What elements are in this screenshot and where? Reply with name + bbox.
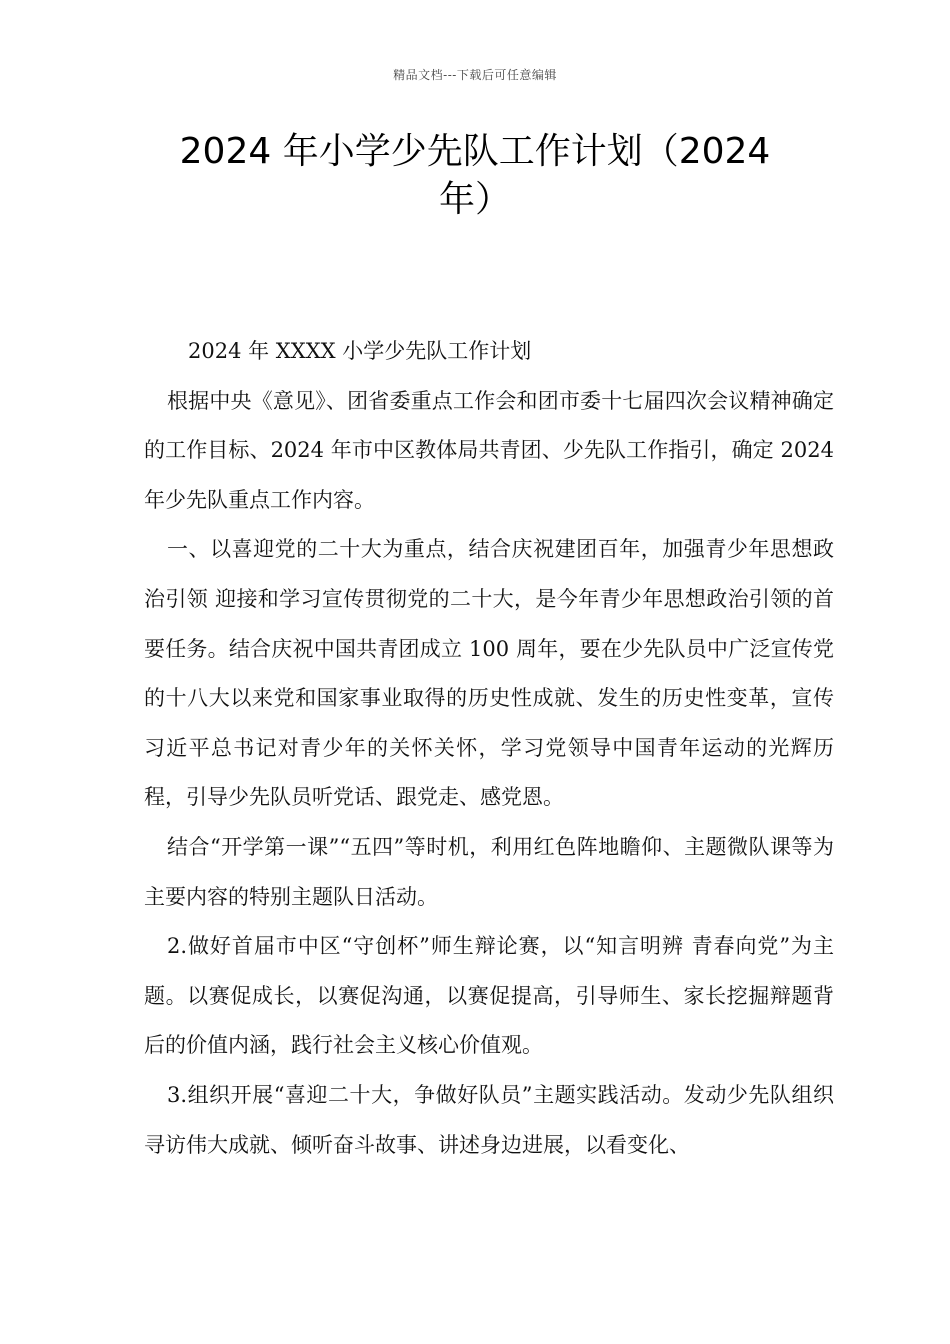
paragraph-item-3: 3.组织开展“喜迎二十大，争做好队员”主题实践活动。发动少先队组织寻访伟大成就、倾听奋斗故事、讲述身边进展，以看变化、 bbox=[144, 1082, 834, 1157]
paragraph-item-1: 结合“开学第一课”“五四”等时机，利用红色阵地瞻仰、主题微队课等为主要内容的特别主题队日活动。 bbox=[144, 834, 834, 909]
paragraph-intro: 根据中央《意见》、团省委重点工作会和团市委十七届四次会议精神确定的工作目标、2024 年市中区教体局共青团、少先队工作指引，确定 2024 年少先队重点工作内容。 bbox=[144, 388, 834, 512]
paragraph-section-one: 一、以喜迎党的二十大为重点，结合庆祝建团百年，加强青少年思想政治引领 迎接和学习宣传贯彻党的二十大，是今年青少年思想政治引领的首要任务。结合庆祝中国共青团成立 100 周年，要在少先队员中广泛宣传党的十八大以来党和国家事业取得的历史性成就、发生的历史性变革，宣传习近平总书记对青少年的关怀关怀，学习党领导中国青年运动的光辉历程，引导少先队员听党话、跟党走、感党恩。 bbox=[144, 537, 834, 810]
document-title: 2024 年小学少先队工作计划（2024 年） bbox=[179, 131, 771, 220]
document-body bbox=[144, 327, 834, 1170]
document-subtitle: 2024 年 XXXX 小学少先队工作计划 bbox=[188, 339, 532, 363]
paragraph-item-2: 2.做好首届市中区“守创杯”师生辩论赛，以“知言明辨 青春向党”为主题。以赛促成长，以赛促沟通，以赛促提高，引导师生、家长挖掘辩题背后的价值内涵，践行社会主义核心价值观。 bbox=[144, 934, 834, 1058]
header-note: 精品文档---下载后可任意编辑 bbox=[393, 68, 557, 82]
